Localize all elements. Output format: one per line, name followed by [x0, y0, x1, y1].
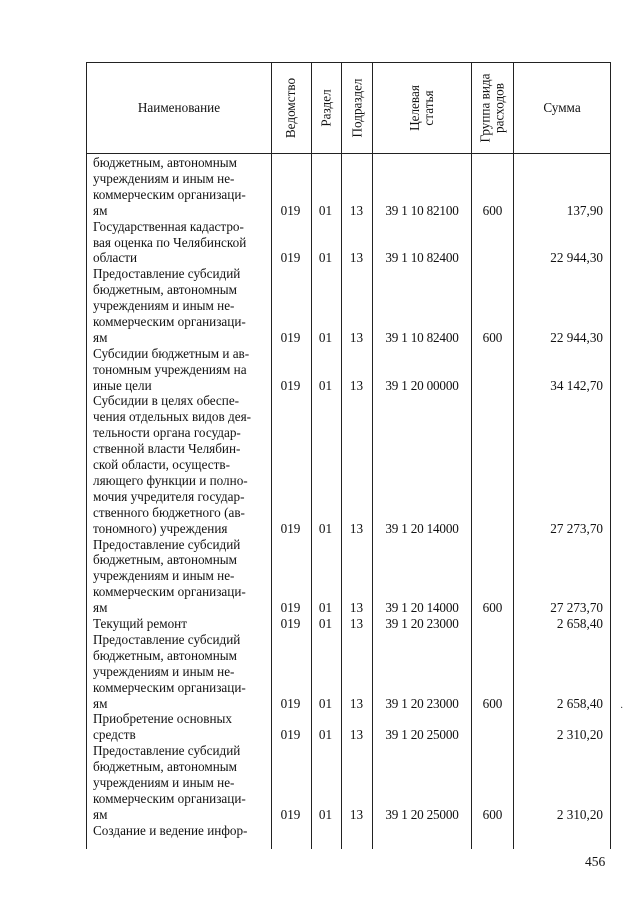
header-summa: Сумма — [543, 100, 581, 115]
table-row — [87, 346, 610, 394]
row-name — [93, 266, 269, 346]
row-vedomstvo: 019 — [280, 695, 301, 711]
row-celevaya-statya: 39 1 10 82100 — [385, 202, 459, 218]
row-podrazdel: 13 — [349, 520, 364, 536]
row-name-line: Создание и ведение инфор- — [93, 822, 248, 838]
row-name-line: мочия учредителя государ- — [93, 488, 245, 504]
row-name — [93, 616, 269, 632]
table-row — [87, 616, 610, 632]
row-name — [93, 393, 269, 536]
row-vedomstvo: 019 — [280, 250, 301, 266]
row-celevaya-statya: 39 1 20 23000 — [385, 616, 459, 632]
row-name-line: учреждениям и иным не- — [93, 663, 235, 679]
row-podrazdel: 13 — [349, 377, 364, 393]
row-name-line: коммерческим организаци- — [93, 790, 246, 806]
row-summa: 22 944,30 — [550, 329, 603, 345]
row-gruppa-vida: 600 — [482, 600, 503, 616]
table-row — [87, 743, 610, 823]
row-gruppa-vida: 600 — [482, 806, 503, 822]
row-razdel: 01 — [318, 616, 333, 632]
table-body — [87, 155, 610, 839]
row-vedomstvo: 019 — [280, 727, 301, 743]
row-podrazdel: 13 — [349, 250, 364, 266]
row-name-line: бюджетным, автономным — [93, 282, 237, 298]
row-name-line: ям — [93, 329, 108, 345]
row-name-line: Предоставление субсидий — [93, 631, 241, 647]
row-name-line: средств — [93, 727, 136, 743]
row-vedomstvo: 019 — [280, 377, 301, 393]
row-vedomstvo: 019 — [280, 806, 301, 822]
row-name-line: ляющего функции и полно- — [93, 473, 248, 488]
row-razdel: 01 — [318, 600, 333, 616]
row-vedomstvo: 019 — [280, 202, 301, 218]
header-vedomstvo: Ведомство — [283, 77, 299, 139]
row-name — [93, 219, 269, 267]
row-name-line: чения отдельных видов дея- — [93, 409, 252, 425]
row-name-line: вая оценка по Челябинской — [93, 234, 247, 250]
row-podrazdel: 13 — [349, 806, 364, 822]
row-vedomstvo: 019 — [280, 616, 301, 632]
row-name-line: коммерческим организаци- — [93, 679, 246, 695]
row-name-line: бюджетным, автономным — [93, 759, 237, 775]
row-name-line: бюджетным, автономным — [93, 155, 237, 170]
row-summa: 22 944,30 — [550, 250, 603, 266]
row-razdel: 01 — [318, 695, 333, 711]
row-celevaya-statya: 39 1 20 14000 — [385, 520, 459, 536]
row-vedomstvo: 019 — [280, 520, 301, 536]
row-celevaya-statya: 39 1 20 25000 — [385, 727, 459, 743]
row-name-line: бюджетным, автономным — [93, 647, 237, 663]
row-celevaya-statya: 39 1 20 25000 — [385, 806, 459, 822]
row-razdel: 01 — [318, 520, 333, 536]
row-name-line: Предоставление субсидий — [93, 266, 241, 282]
header-name: Наименование — [137, 100, 221, 115]
row-name-line: ям — [93, 695, 108, 711]
row-name — [93, 743, 269, 823]
row-razdel: 01 — [318, 806, 333, 822]
row-razdel: 01 — [318, 377, 333, 393]
row-name-line: коммерческим организаци- — [93, 584, 246, 600]
row-celevaya-statya: 39 1 20 14000 — [385, 600, 459, 616]
row-name-line: ям — [93, 202, 108, 218]
row-name-line: Текущий ремонт — [93, 616, 187, 632]
row-name-line: бюджетным, автономным — [93, 552, 237, 568]
row-summa: 2 310,20 — [556, 727, 603, 743]
table-row — [87, 266, 610, 346]
row-name-line: коммерческим организаци- — [93, 186, 246, 202]
row-gruppa-vida: 600 — [482, 695, 503, 711]
row-summa: 34 142,70 — [550, 377, 603, 393]
row-name-line: ям — [93, 600, 108, 616]
row-name-line: тельности органа государ- — [93, 425, 241, 441]
row-podrazdel: 13 — [349, 695, 364, 711]
row-name-line: учреждениям и иным не- — [93, 298, 235, 314]
row-summa: 2 310,20 — [556, 806, 603, 822]
budget-table — [86, 62, 611, 849]
row-name — [93, 155, 269, 219]
header-celevaya-statya: Целевая статья — [406, 85, 436, 131]
row-name-line: учреждениям и иным не- — [93, 568, 235, 584]
row-celevaya-statya: 39 1 10 82400 — [385, 250, 459, 266]
row-name-line: Субсидии в целях обеспе- — [93, 393, 240, 409]
row-razdel: 01 — [318, 202, 333, 218]
row-celevaya-statya: 39 1 20 00000 — [385, 377, 459, 393]
row-celevaya-statya: 39 1 20 23000 — [385, 695, 459, 711]
row-podrazdel: 13 — [349, 727, 364, 743]
row-gruppa-vida: 600 — [482, 329, 503, 345]
row-name-line: Приобретение основных — [93, 711, 232, 727]
page-number: 456 — [585, 854, 606, 869]
row-razdel: 01 — [318, 250, 333, 266]
header-gruppa-vida-rashodov: Группа вида расходов — [477, 73, 507, 143]
table-row — [87, 219, 610, 267]
header-razdel: Раздел — [318, 89, 334, 127]
table-header — [87, 63, 610, 154]
row-celevaya-statya: 39 1 10 82400 — [385, 329, 459, 345]
row-summa: 27 273,70 — [550, 600, 603, 616]
row-name — [93, 346, 269, 394]
row-name-line: коммерческим организаци- — [93, 314, 246, 329]
row-summa: 27 273,70 — [550, 520, 603, 536]
row-name — [93, 711, 269, 743]
row-name-line: тономным учреждениям на — [93, 361, 247, 377]
row-name-line: тономного) учреждения — [93, 520, 228, 536]
row-name-line: Предоставление субсидий — [93, 536, 241, 552]
row-name-line: учреждениям и иным не- — [93, 170, 235, 186]
row-podrazdel: 13 — [349, 616, 364, 632]
table-row — [87, 632, 610, 712]
header-podrazdel: Подраздел — [349, 78, 365, 138]
row-name-line: ской области, осуществ- — [93, 457, 230, 473]
row-vedomstvo: 019 — [280, 329, 301, 345]
stray-mark: · — [620, 703, 624, 714]
table-row — [87, 823, 610, 839]
row-podrazdel: 13 — [349, 600, 364, 616]
row-name — [93, 632, 269, 712]
row-summa: 137,90 — [566, 202, 603, 218]
row-gruppa-vida: 600 — [482, 202, 503, 218]
row-name-line: ям — [93, 806, 108, 822]
row-vedomstvo: 019 — [280, 600, 301, 616]
row-name — [93, 537, 269, 617]
row-razdel: 01 — [318, 727, 333, 743]
table-row — [87, 711, 610, 743]
row-summa: 2 658,40 — [556, 695, 603, 711]
row-podrazdel: 13 — [349, 202, 364, 218]
row-name-line: Государственная кадастро- — [93, 218, 244, 234]
row-summa: 2 658,40 — [556, 616, 603, 632]
table-row — [87, 393, 610, 536]
row-name-line: области — [93, 250, 138, 266]
row-podrazdel: 13 — [349, 329, 364, 345]
row-name-line: иные цели — [93, 377, 152, 393]
row-razdel: 01 — [318, 329, 333, 345]
table-row — [87, 537, 610, 617]
row-name-line: Предоставление субсидий — [93, 743, 241, 759]
table-row — [87, 155, 610, 219]
row-name-line: ственной власти Челябин- — [93, 441, 241, 457]
row-name-line: ственного бюджетного (ав- — [93, 504, 245, 520]
row-name-line: Субсидии бюджетным и ав- — [93, 345, 250, 361]
row-name-line: учреждениям и иным не- — [93, 775, 235, 791]
row-name — [93, 823, 269, 839]
